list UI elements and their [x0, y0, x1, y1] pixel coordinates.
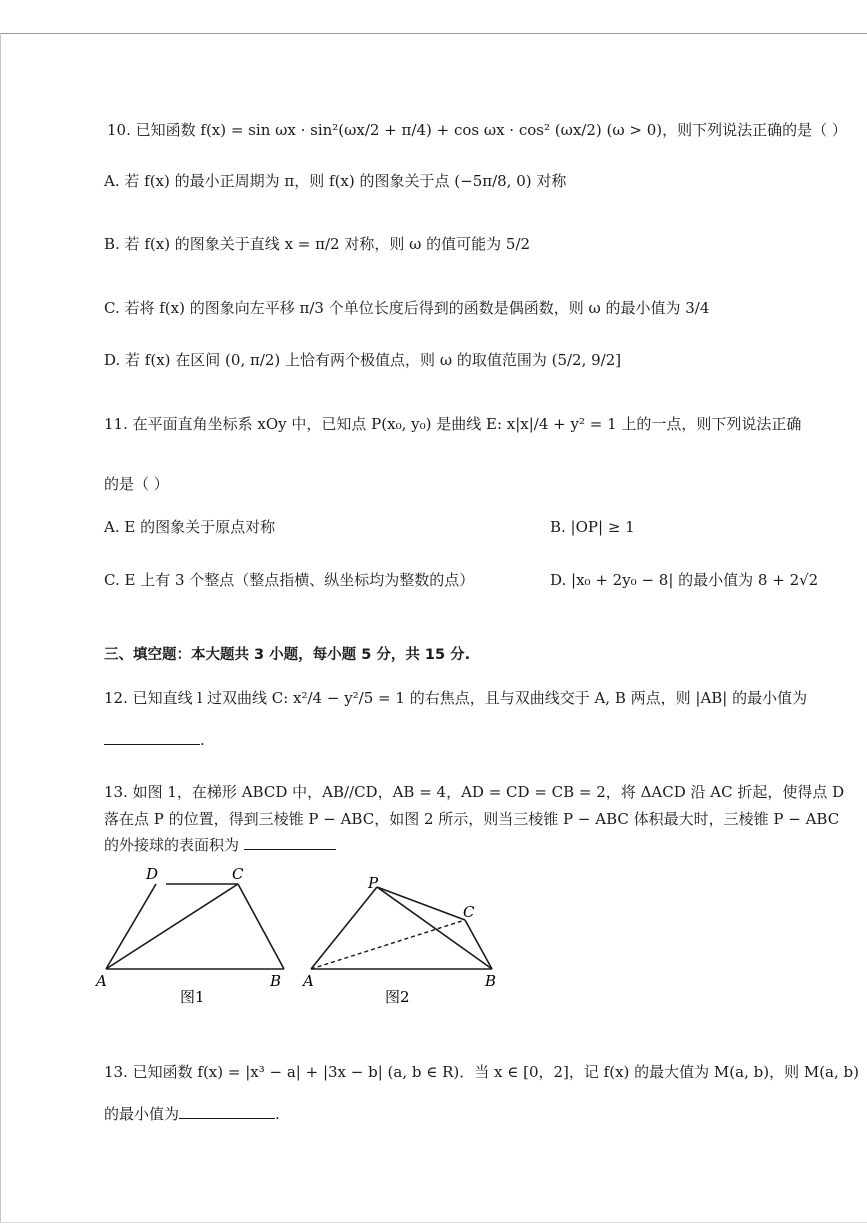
q13b-line2-text: 的最小值为: [104, 1105, 180, 1123]
q10-option-c: C. 若将 f(x) 的图象向左平移 π/3 个单位长度后得到的函数是偶函数，则 ω 的最小值为 3/4: [104, 299, 710, 317]
fig1-side-ad: [106, 884, 156, 969]
q12-stem: 12. 已知直线 l 过双曲线 C: x²/4 − y²/5 = 1 的右焦点，且与双曲线交于 A, B 两点，则 |AB| 的最小值为: [104, 689, 808, 707]
section-heading: 三、填空题：本大题共 3 小题，每小题 5 分，共 15 分.: [104, 647, 471, 663]
q10-option-d: D. 若 f(x) 在区间 (0, π/2) 上恰有两个极值点，则 ω 的取值范围为 (5/2, 9/2]: [104, 351, 622, 369]
fig2-label-a: A: [303, 972, 314, 990]
q13b-line1: 13. 已知函数 f(x) = |x³ − a| + |3x − b| (a, b ∈ R)．当 x ∈ [0，2]，记 f(x) 的最大值为 M(a, b)，则 M(a, b): [104, 1063, 859, 1081]
q10-option-b: B. 若 f(x) 的图象关于直线 x = π/2 对称，则 ω 的值可能为 5/2: [104, 235, 531, 253]
q11-stem-continued: 的是（ ）: [104, 475, 169, 493]
q13b-line2: 的最小值为 .: [104, 1105, 280, 1123]
fig2-edge-pa: [311, 887, 377, 969]
fig2-edge-cb: [465, 920, 492, 969]
fig1-label-b: B: [270, 972, 282, 990]
fig2-edge-pb: [377, 887, 492, 969]
fig1-label-a: A: [96, 972, 107, 990]
q10-option-a: A. 若 f(x) 的最小正周期为 π，则 f(x) 的图象关于点 (−5π/8, 0) 对称: [104, 172, 567, 190]
page-left-border: [0, 33, 1, 1223]
fig2-edge-ac-hidden: [311, 920, 465, 969]
q13b-answer-blank: [179, 1104, 275, 1119]
figure-1-trapezoid: [90, 862, 310, 1012]
fig2-label-b: B: [485, 972, 497, 990]
q13a-line1: 13. 如图 1，在梯形 ABCD 中，AB//CD，AB = 4，AD = CD = CB = 2，将 ΔACD 沿 AC 折起，使得点 D: [104, 783, 845, 801]
figure-2-pyramid: [295, 862, 515, 1012]
q11-option-c: C. E 上有 3 个整点（整点指横、纵坐标均为整数的点）: [104, 571, 475, 589]
fig1-diagonal-ac: [106, 884, 238, 969]
q13a-line3: [104, 835, 336, 855]
page-bottom-border: [0, 1222, 867, 1223]
q13a-line2: 落在点 P 的位置，得到三棱锥 P − ABC，如图 2 所示，则当三棱锥 P − ABC 体积最大时，三棱锥 P − ABC: [104, 810, 840, 828]
q10-stem: 10. 已知函数 f(x) = sin ωx · sin²(ωx/2 + π/4) + cos ωx · cos² (ωx/2) (ω > 0)，则下列说法正确的是（ ）: [107, 121, 847, 139]
fig2-edge-pc: [377, 887, 465, 920]
page-top-border: [0, 33, 867, 34]
q11-option-b: B. |OP| ≥ 1: [550, 518, 635, 536]
fig2-caption: 图2: [385, 988, 410, 1006]
q13a-answer-blank: [244, 835, 336, 850]
fig1-label-c: C: [232, 865, 244, 883]
fig1-caption: 图1: [180, 988, 205, 1006]
q11-option-d: D. |x₀ + 2y₀ − 8| 的最小值为 8 + 2√2: [550, 571, 819, 589]
fig2-label-c: C: [463, 903, 475, 921]
q12-answer-blank: .: [104, 730, 205, 750]
fig1-label-d: D: [146, 865, 159, 883]
q11-option-a: A. E 的图象关于原点对称: [104, 518, 276, 536]
fig2-label-p: P: [368, 874, 379, 892]
q11-stem: 11. 在平面直角坐标系 xOy 中，已知点 P(x₀, y₀) 是曲线 E: x|x|/4 + y² = 1 上的一点，则下列说法正确: [104, 415, 802, 433]
q13a-line3-text: 的外接球的表面积为: [104, 836, 240, 854]
fig1-side-cb: [238, 884, 284, 969]
